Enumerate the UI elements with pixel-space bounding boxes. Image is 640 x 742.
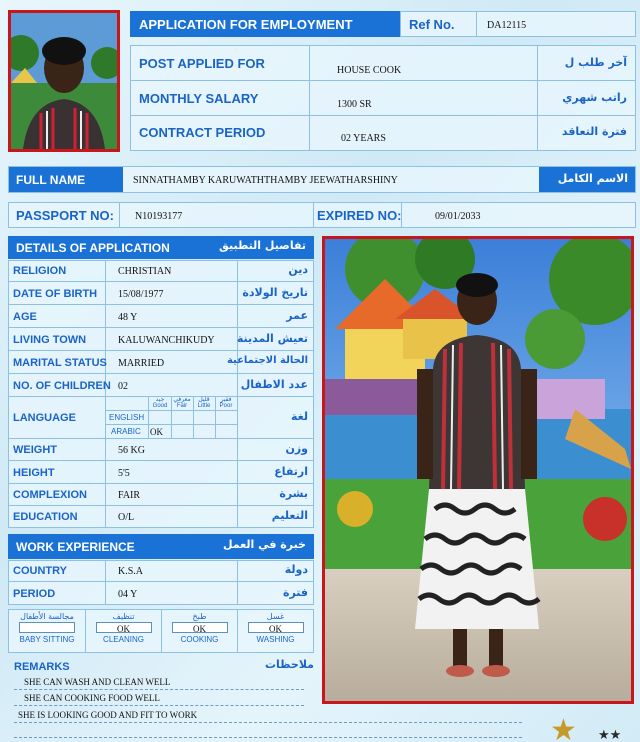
form-title: APPLICATION FOR EMPLOYMENT [139, 17, 353, 32]
full-body-photo [322, 236, 634, 704]
post-block [130, 45, 636, 151]
skill-washing-arabic: غسل [266, 612, 285, 621]
passport-label: PASSPORT NO: [16, 208, 114, 223]
star-icon: ★★ [598, 727, 622, 742]
level-fair: Fair [176, 403, 188, 409]
star-icon: ★ [550, 714, 577, 742]
passport-value: N10193177 [135, 211, 183, 222]
contract-label: CONTRACT PERIOD [139, 125, 266, 140]
ref-label: Ref No. [409, 17, 455, 32]
period-arabic: فترة [282, 586, 308, 599]
fullname-value: SINNATHAMBY KARUWATHTHAMBY JEEWATHARSHINY [133, 175, 398, 186]
fullname-label: FULL NAME [16, 173, 86, 187]
ref-value: DA12115 [487, 20, 527, 31]
skill-cooking-arabic: طبخ [192, 612, 207, 621]
remark-rule [14, 705, 304, 706]
skill-washing-label: WASHING [256, 635, 295, 644]
age-arabic: عمر [286, 309, 308, 322]
contract-arabic: فترة التعاقد [561, 125, 627, 138]
complexion-value: FAIR [118, 490, 141, 501]
period-value: 04 Y [118, 589, 138, 600]
religion-value: CHRISTIAN [118, 266, 172, 277]
religion-arabic: دين [288, 263, 308, 276]
expired-label: EXPIRED NO: [317, 208, 402, 223]
passport-row [8, 202, 636, 228]
remarks-arabic: ملاحظات [265, 658, 314, 671]
remark-line-2: SHE CAN COOKING FOOD WELL [24, 693, 160, 703]
weight-arabic: وزن [285, 442, 308, 455]
height-value: 5'5 [118, 468, 130, 479]
level-little-ar: قليل [198, 396, 210, 403]
salary-arabic: راتب شهري [562, 91, 627, 104]
marital-value: MARRIED [118, 358, 165, 369]
marital-arabic: الحالة الاجتماعية [226, 355, 308, 366]
details-arabic: تفاصيل التطبيق [219, 239, 306, 252]
expired-value: 09/01/2033 [435, 211, 481, 222]
remark-line-3: SHE IS LOOKING GOOD AND FIT TO WORK [18, 710, 198, 720]
language-label: LANGUAGE [13, 412, 76, 424]
work-title: WORK EXPERIENCE [16, 540, 135, 554]
level-good-ar: جيد [155, 396, 165, 403]
detail-row-marital [8, 352, 314, 374]
detail-row-weight [8, 439, 314, 461]
work-header [8, 534, 314, 559]
detail-row-religion [8, 260, 314, 282]
skill-washing-value: OK [269, 624, 282, 634]
town-arabic: تعيش المدينة [236, 332, 308, 345]
work-row-country [8, 560, 314, 582]
skill-cooking-label: COOKING [180, 635, 219, 644]
remark-rule [14, 737, 522, 738]
complexion-label: COMPLEXION [13, 489, 87, 501]
weight-label: WEIGHT [13, 444, 57, 456]
salary-value: 1300 SR [337, 99, 372, 110]
level-fair-ar: معرفي [173, 396, 191, 403]
level-poor-ar: فقير [220, 396, 232, 403]
children-label: NO. OF CHILDREN [13, 380, 111, 392]
age-label: AGE [13, 311, 37, 323]
skill-babysitting-label: BABY SITTING [19, 635, 75, 644]
height-arabic: ارتفاع [274, 465, 308, 478]
period-label: PERIOD [13, 588, 56, 600]
detail-row-height [8, 462, 314, 484]
ref-box [400, 11, 636, 37]
remark-rule [14, 689, 304, 690]
town-label: LIVING TOWN [13, 334, 87, 346]
skill-cleaning-value: OK [117, 624, 130, 634]
marital-label: MARITAL STATUS [13, 357, 107, 369]
town-value: KALUWANCHIKUDY [118, 335, 215, 346]
detail-row-town [8, 329, 314, 351]
post-arabic: آخر طلب ل [564, 56, 627, 69]
level-good: Good [152, 403, 168, 409]
fullname-row [8, 166, 636, 193]
country-value: K.S.A [118, 566, 144, 577]
language-arabic: لغة [290, 410, 308, 423]
post-label: POST APPLIED FOR [139, 56, 265, 71]
detail-row-complexion [8, 484, 314, 506]
skill-cleaning-label: CLEANING [103, 635, 144, 644]
skill-cleaning [86, 610, 161, 652]
salary-label: MONTHLY SALARY [139, 91, 259, 106]
english-label: ENGLISH [109, 413, 145, 422]
weight-value: 56 KG [118, 445, 145, 456]
children-value: 02 [118, 381, 128, 392]
post-value: HOUSE COOK [337, 65, 402, 76]
remark-rule [14, 722, 522, 723]
skill-cooking [162, 610, 237, 652]
level-poor: Poor [219, 403, 233, 409]
contract-value: 02 YEARS [341, 133, 386, 144]
skill-babysitting [9, 610, 85, 652]
complexion-arabic: بشرة [279, 487, 308, 500]
dob-value: 15/08/1977 [118, 289, 164, 300]
skill-cooking-value: OK [193, 624, 206, 634]
children-arabic: عدد الاطفال [240, 378, 308, 391]
details-header [8, 236, 314, 259]
form-title-bar [130, 11, 400, 37]
level-little: Little [197, 403, 211, 409]
religion-label: RELIGION [13, 265, 67, 277]
arabic-lang-label: ARABIC [111, 427, 141, 436]
detail-row-age [8, 306, 314, 328]
arabic-level-value: OK [150, 427, 163, 437]
language-block [8, 397, 314, 439]
detail-row-children [8, 375, 314, 397]
height-label: HEIGHT [13, 467, 55, 479]
country-label: COUNTRY [13, 565, 67, 577]
education-value: O/L [118, 512, 135, 523]
dob-label: DATE OF BIRTH [13, 288, 98, 300]
detail-row-education [8, 506, 314, 528]
work-arabic: خبرة في العمل [222, 538, 306, 551]
divider [476, 11, 477, 37]
skill-babysitting-arabic: مجالسة الأطفال [20, 612, 74, 621]
dob-arabic: تاريخ الولادة [242, 286, 308, 299]
remarks-label: REMARKS [14, 661, 70, 673]
details-title: DETAILS OF APPLICATION [16, 241, 170, 255]
country-arabic: دولة [284, 563, 308, 576]
skill-cleaning-arabic: تنظيف [112, 612, 135, 621]
education-arabic: التعليم [271, 509, 308, 522]
fullname-arabic: الاسم الكامل [557, 172, 628, 185]
portrait-photo [8, 10, 120, 152]
work-row-period [8, 583, 314, 605]
detail-row-dob [8, 283, 314, 305]
skills-row [8, 609, 314, 653]
age-value: 48 Y [118, 312, 138, 323]
skill-washing [238, 610, 313, 652]
education-label: EDUCATION [13, 511, 78, 523]
remark-line-1: SHE CAN WASH AND CLEAN WELL [24, 677, 171, 687]
